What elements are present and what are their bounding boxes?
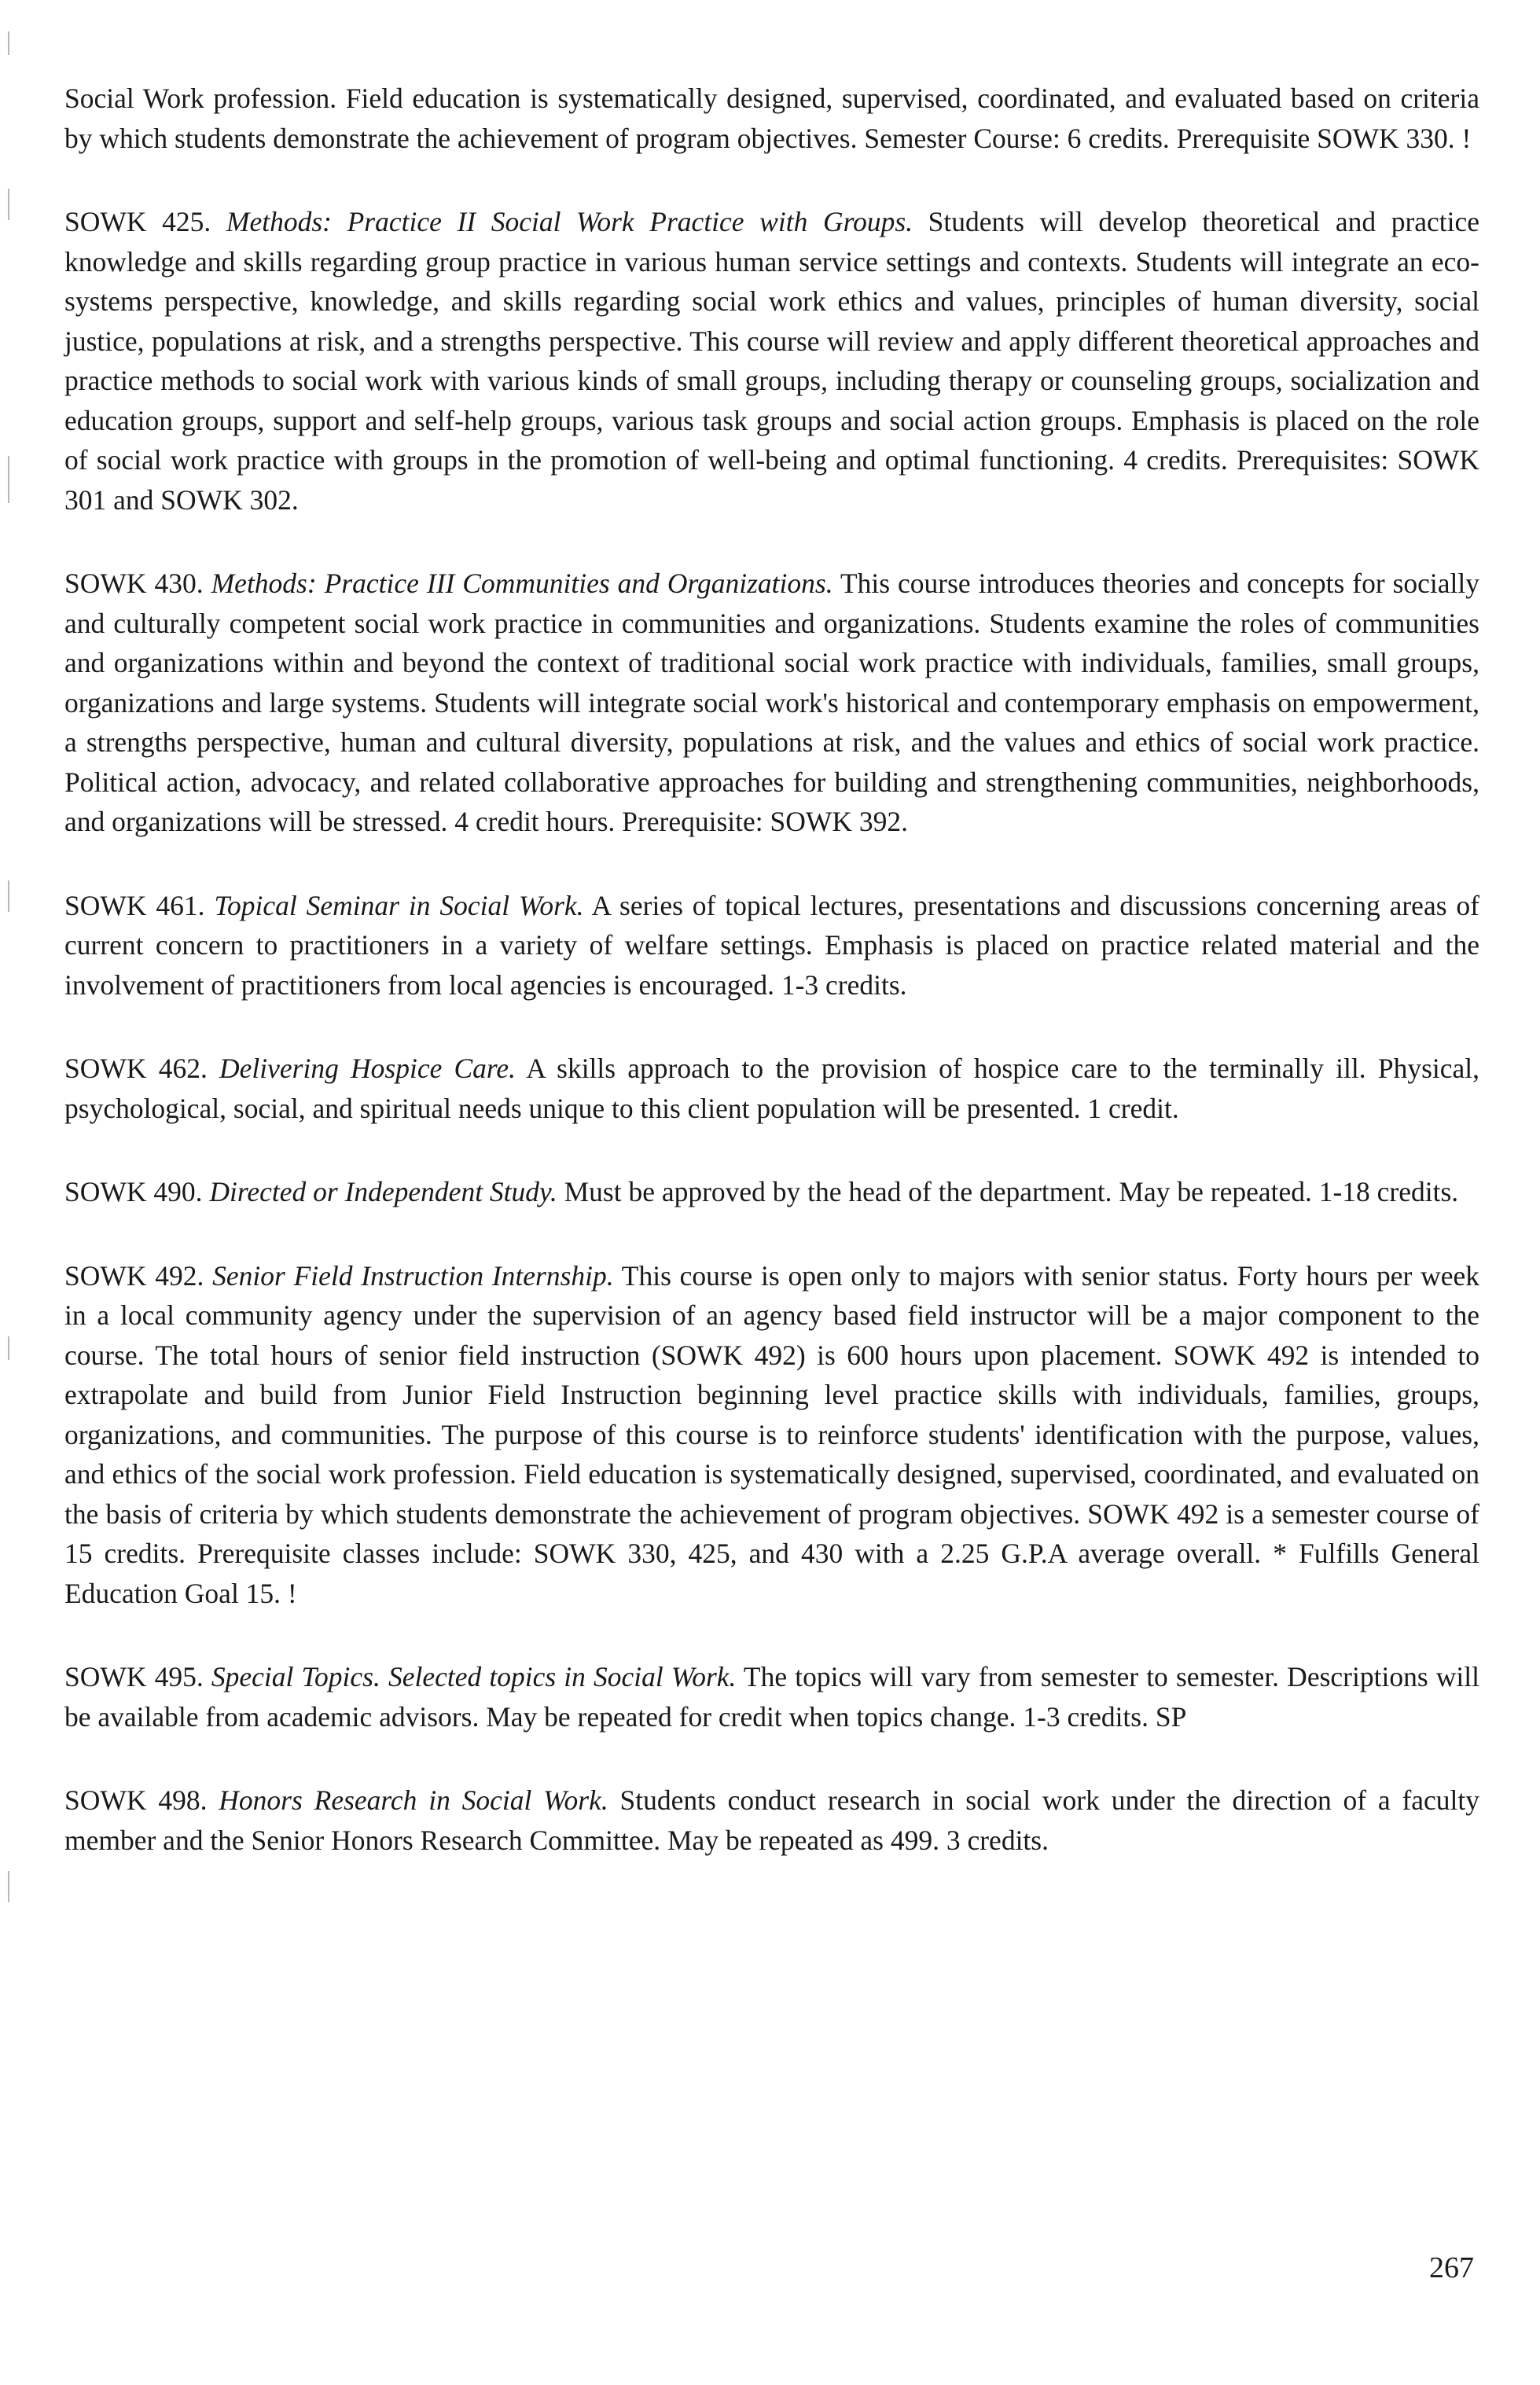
course-title: Delivering Hospice Care. [219,1053,516,1084]
course-code: SOWK 495. [64,1661,204,1692]
course-code: SOWK 462. [64,1053,208,1084]
course-entry-sowk-498 [64,1780,1479,1860]
course-entry-sowk-430 [64,564,1479,842]
course-description: This course is open only to majors with senior status. Forty hours per week in a local community agency under the supervision of an agency based field instructor will be a major component to the course. The total hours of senior field instruction (SOWK 492) is 600 hours upon placement. SOWK 492 is intended to extrapolate and build from Junior Field Instruction beginning level practice skills with individuals, families, groups, organizations, and communities. The purpose of this course is to reinforce students' identification with the purpose, values, and ethics of the social work profession. Field education is systematically designed, supervised, coordinated, and evaluated on the basis of criteria by which students demonstrate the achievement of program objectives. SOWK 492 is a semester course of 15 credits. Prerequisite classes include: SOWK 330, 425, and 430 with a 2.25 G.P.A average overall. * Fulfills General Education Goal 15. ! [64,1259,1480,1609]
course-entry-sowk-492 [64,1256,1479,1614]
course-entry-sowk-461 [64,886,1479,1005]
course-title: Directed or Independent Study. [209,1176,557,1207]
course-code: SOWK 461. [64,889,205,921]
course-title: Methods: Practice II Social Work Practice with Groups. [226,206,913,237]
scan-edge-marks [8,0,9,2385]
intro-paragraph [64,79,1479,158]
course-description: Must be approved by the head of the department. May be repeated. 1-18 credits. [564,1176,1459,1207]
course-code: SOWK 430. [64,568,204,599]
course-title: Honors Research in Social Work. [219,1784,608,1816]
course-entry-sowk-490 [64,1172,1479,1212]
course-title: Senior Field Instruction Internship. [212,1259,614,1292]
course-code: SOWK 498. [64,1784,208,1816]
course-description: Students conduct research in social work under the direction of a faculty member and the Senior Honors Research Committee. May be repeated as 499. 3 credits. [64,1784,1480,1856]
course-description: A series of topical lectures, presentations and discussions concerning areas of current concern to practitioners in a variety of welfare settings. Emphasis is placed on practice related material and the involvement of practitioners from local agencies is encouraged. 1-3 credits. [64,889,1479,1001]
course-code: SOWK 492. [64,1259,204,1292]
course-description: A skills approach to the provision of hospice care to the terminally ill. Physical, psychological, social, and spiritual needs unique to this client population will be presented. 1 credit. [64,1053,1479,1124]
course-code: SOWK 490. [64,1176,203,1207]
course-entry-sowk-462 [64,1049,1479,1128]
course-title: Topical Seminar in Social Work. [214,889,584,921]
course-entry-sowk-495 [64,1657,1479,1736]
intro-text: Social Work profession. Field education is systematically designed, supervised, coordinated, and evaluated based on criteria by which students demonstrate the achievement of program objectives. Semester Course: 6 credits. Prerequisite SOWK 330. ! [64,83,1479,154]
catalog-page [64,79,1479,1904]
course-description: The topics will vary from semester to semester. Descriptions will be available from academic advisors. May be repeated for credit when topics change. 1-3 credits. SP [64,1661,1479,1733]
page-number: 267 [1429,2251,1474,2284]
course-title: Special Topics. Selected topics in Social Work. [211,1661,737,1692]
course-description: This course introduces theories and concepts for socially and culturally competent social work practice in communities and organizations. Students examine the roles of communities and organizations within and beyond the context of traditional social work practice with individuals, families, small groups, organizations and large systems. Students will integrate social work's historical and contemporary emphasis on empowerment, a strengths perspective, human and cultural diversity, populations at risk, and the values and ethics of social work practice. Political action, advocacy, and related collaborative approaches for building and strengthening communities, neighborhoods, and organizations will be stressed. 4 credit hours. Prerequisite: SOWK 392. [64,568,1480,837]
course-entry-sowk-425 [64,202,1479,520]
course-code: SOWK 425. [64,206,211,237]
course-description: Students will develop theoretical and practice knowledge and skills regarding group practice in various human service settings and contexts. Students will integrate an eco-systems perspective, knowledge, and skills regarding social work ethics and values, principles of human diversity, social justice, populations at risk, and a strengths perspective. This course will review and apply different theoretical approaches and practice methods to social work with various kinds of small groups, including therapy or counseling groups, socialization and education groups, support and self-help groups, various task groups and social action groups. Emphasis is placed on the role of social work practice with groups in the promotion of well-being and optimal functioning. 4 credits. Prerequisites: SOWK 301 and SOWK 302. [64,206,1480,516]
course-title: Methods: Practice III Communities and Organizations. [211,568,833,599]
